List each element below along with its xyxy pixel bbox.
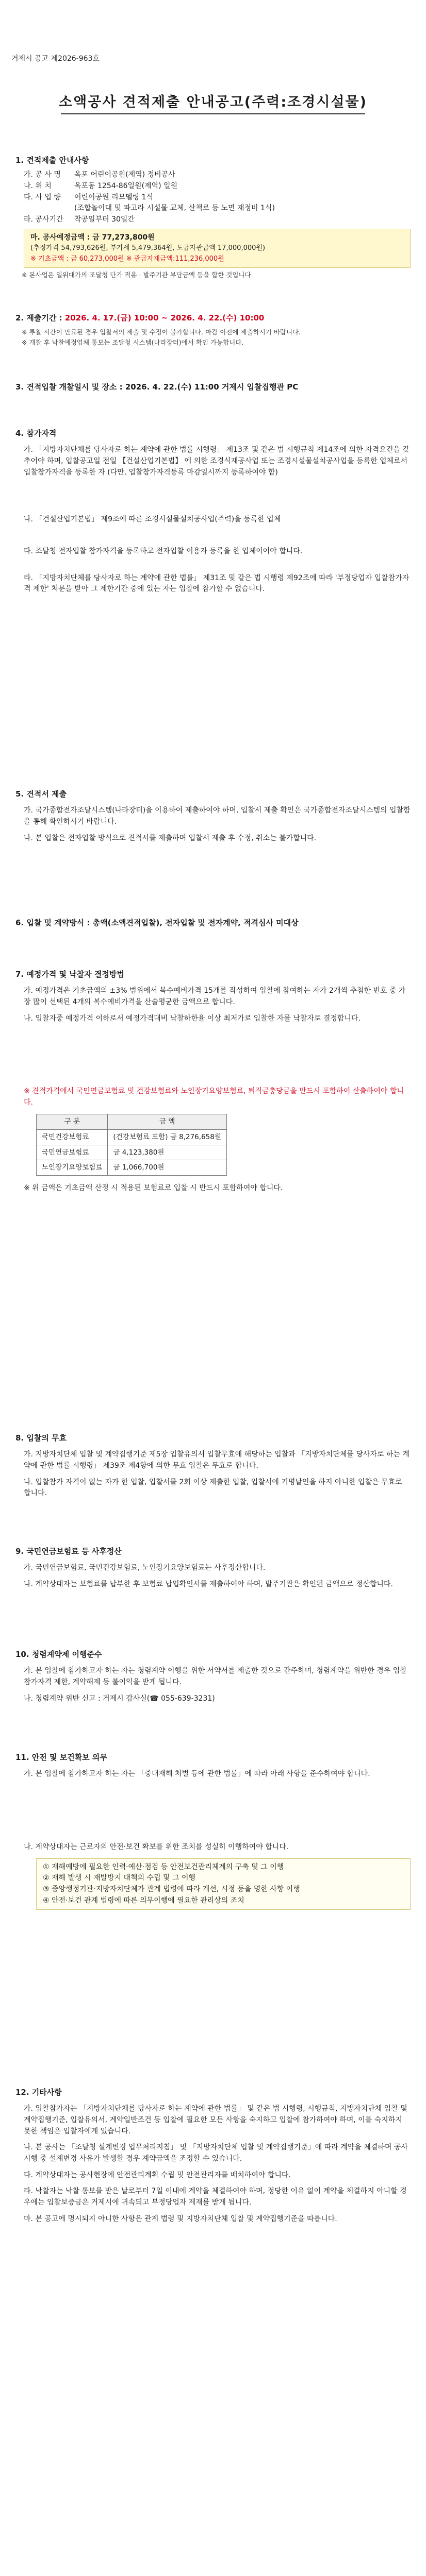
section-heading: 3. 견적입찰 개찰일시 및 장소 : 2026. 4. 22.(수) 11:00 거제시 입찰집행관 PC (15, 382, 299, 392)
section-settlement (15, 1546, 411, 1596)
section-guide (15, 155, 411, 280)
paragraph: 가. 지방자치단체 입찰 및 계약집행기준 제5장 입찰유의서 입찰무효에 해당하는 입찰과 「지방자치단체를 당사자로 하는 계약에 관한 법률 시행령」 제39조 제4항에 의한 무효 입찰은 무효로 합니다. (24, 1450, 409, 1470)
list-item: ② 재해 발생 시 재발방지 대책의 수립 및 그 이행 (43, 1874, 196, 1883)
section-heading: 2. 제출기간 (15, 313, 57, 323)
section-heading: 10. 청렴계약제 이행준수 (15, 1650, 102, 1659)
budget-line: (추정가격 54,793,626원, 부가세 5,479,364원, 도급자관급액 17,000,000원) (30, 244, 266, 252)
title-divider (61, 113, 365, 114)
info-row: 나. 위 치 옥포동 1254-86일원(제역) 일원 (24, 181, 178, 190)
section-misc (15, 2087, 411, 2230)
list-item: ① 재해예방에 필요한 인력·예산·점검 등 안전보건관리체계의 구축 및 그 이행 (43, 1862, 284, 1871)
section-price (15, 969, 411, 1199)
section-safety (15, 1752, 411, 1910)
paragraph: 다. 계약상대자는 공사현장에 안전관리계획 수립 및 안전관리자를 배치하여야 합니다. (24, 2171, 291, 2179)
paragraph: 가. 예정가격은 기초금액의 ±3% 범위에서 복수예비가격 15개를 작성하여 입찰에 참여하는 자가 2개씩 추첨한 번호 중 가장 많이 선택된 4개의 복수예비가격을 산술평균한 금액으로 합니다. (24, 987, 406, 1006)
section-period: 2. 제출기간 : 2026. 4. 17.(금) 10:00 ~ 2026. 4. 22.(수) 10:00 ※ 투찰 시간이 만료된 경우 입찰서의 제출 및 수정이 불가합니다. 마감 이전에 제출하시기 바랍니다. ※ 개찰 후 낙찰예정업체 통보는 조달청 시스템(나라장터)에서 확인 가능합니다. (15, 312, 411, 347)
period-note: ※ 투찰 시간이 만료된 경우 입찰서의 제출 및 수정이 불가합니다. 마감 이전에 제출하시기 바랍니다. (22, 328, 301, 336)
section-invalid (15, 1432, 411, 1504)
section-method (15, 917, 411, 932)
paragraph: 라. 「지방자치단체를 당사자로 하는 계약에 관한 법률」 제31조 및 같은 법 시행령 제92조에 따라 '부정당업자 입찰참가자격 제한' 처분을 받아 그 제한기간 중에 있는 자는 입찰에 참가할 수 없습니다. (24, 573, 409, 594)
table-header: 구 분 (37, 1114, 108, 1129)
section-heading: 5. 견적서 제출 (15, 789, 67, 799)
budget-label: 마. 공사예정금액 : 금 77,273,800원 (30, 233, 155, 242)
paragraph: 라. 낙찰자는 낙찰 통보를 받은 날로부터 7일 이내에 계약을 체결하여야 하며, 정당한 이유 없이 계약을 체결하지 아니할 경우에는 입찰보증금은 거제시에 귀속되고 부정당업자 제재를 받게 됩니다. (24, 2187, 407, 2207)
section-heading: 9. 국민연금보험료 등 사후정산 (15, 1547, 122, 1556)
info-row: 라. 공사기간 착공일부터 30일간 (24, 215, 135, 224)
section-submission (15, 788, 411, 849)
table-row: 국민건강보험료 (건강보험료 포함) 금 8,276,658원 (37, 1129, 227, 1145)
paragraph: 가. 본 입찰에 참가하고자 하는 자는 청렴계약 이행을 위한 서약서를 제출한 것으로 간주하며, 청렴계약을 위반한 경우 입찰참가자격 제한, 계약해제 등 불이익을 받게 됩니다. (24, 1667, 407, 1686)
paragraph: 다. 조달청 전자입찰 참가자격을 등록하고 전자입찰 이용자 등록을 한 업체이어야 합니다. (24, 547, 303, 555)
paragraph: 나. 청렴계약 위반 신고 : 거제시 감사실(☎ 055-639-3231) (24, 1694, 215, 1703)
safety-box (36, 1858, 411, 1910)
paragraph: 나. 계약상대자는 근로자의 안전·보건 확보를 위한 조치를 성실히 이행하여야 합니다. (24, 1842, 289, 1851)
insurance-table (36, 1114, 227, 1176)
paragraph: 나. 「건설산업기본법」 제9조에 따른 조경시설물설치공사업(주력)을 등록한 업체 (24, 515, 281, 524)
paragraph: 가. 국가종합전자조달시스템(나라장터)을 이용하여 제출하여야 하며, 입찰서 제출 확인은 국가종합전자조달시스템의 입찰함을 통해 확인하시기 바랍니다. (24, 806, 411, 826)
paragraph: 나. 본 공사는 「조달청 설계변경 업무처리지침」 및 「지방자치단체 입찰 및 계약집행기준」에 따라 계약을 체결하며 공사 시행 중 설계변경 사유가 발생할 경우 계약금액을 조정할 수 있습니다. (24, 2143, 408, 2163)
paragraph: ※ 위 금액은 기초금액 산정 시 적용된 보험료로 입찰 시 반드시 포함하여야 합니다. (24, 1184, 283, 1193)
list-item: ③ 중앙행정기관·지방자치단체가 관계 법령에 따라 개선, 시정 등을 명한 사항 이행 (43, 1885, 300, 1893)
section-heading: 1. 견적제출 안내사항 (15, 156, 89, 165)
info-row: 가. 공 사 명 옥포 어린이공원(제역) 정비공사 (24, 171, 175, 179)
period-note: ※ 개찰 후 낙찰예정업체 통보는 조달청 시스템(나라장터)에서 확인 가능합니다. (22, 338, 244, 346)
paragraph: 가. 입찰참가자는 「지방자치단체를 당사자로 하는 계약에 관한 법률」 및 같은 법 시행령, 시행규칙, 지방자치단체 입찰 및 계약집행기준, 입찰유의서, 계약일반조건 등 입찰에 필요한 모든 사항을 숙지하고 입찰에 참가하여야 하며, 이를 숙지하지 못한 책임은 입찰자에게 있습니다. (24, 2105, 407, 2136)
section-qualification (15, 428, 411, 600)
period-value: 2026. 4. 17.(금) 10:00 ~ 2026. 4. 22.(수) 10:00 (64, 313, 265, 323)
info-row: 다. 사 업 량 어린이공원 리모델링 1식 (24, 193, 154, 201)
paragraph: 나. 계약상대자는 보험료를 납부한 후 보험료 납입확인서를 제출하여야 하며, 발주기관은 확인된 금액으로 정산합니다. (24, 1580, 393, 1588)
budget-line: ※ 기초금액 : 금 60,273,000원 ※ 관급자재금액:111,236,000원 (30, 255, 224, 263)
paragraph: 가. 국민연금보험료, 국민건강보험료, 노인장기요양보험료는 사후정산합니다. (24, 1564, 266, 1572)
budget-box (24, 229, 411, 268)
section-heading: 8. 입찰의 무효 (15, 1433, 67, 1443)
paragraph: 나. 입찰참가 자격이 없는 자가 한 입찰, 입찰서를 2회 이상 제출한 입찰, 입찰서에 기명날인을 하지 아니한 입찰은 무효로 합니다. (24, 1478, 402, 1498)
section-heading: 4. 참가자격 (15, 429, 57, 438)
paragraph: 나. 입찰자중 예정가격 이하로서 예정가격대비 낙찰하한율 이상 최저가로 입찰한 자를 낙찰자로 결정합니다. (24, 1014, 361, 1023)
section-opening (15, 381, 411, 396)
section-heading: 12. 기타사항 (15, 2088, 62, 2097)
list-item: ④ 안전·보건 관계 법령에 따른 의무이행에 필요한 관리상의 조치 (43, 1896, 244, 1905)
table-header-row (37, 1114, 227, 1129)
table-row: 국민연금보험료 금 4,123,380원 (37, 1145, 227, 1160)
table-header: 금 액 (108, 1114, 226, 1129)
paragraph: 가. 본 입찰에 참가하고자 하는 자는 「중대재해 처벌 등에 관한 법률」에 따라 아래 사항을 준수하여야 합니다. (24, 1770, 370, 1778)
section-heading: 11. 안전 및 보건확보 의무 (15, 1753, 107, 1762)
paragraph: 마. 본 공고에 명시되지 아니한 사항은 관계 법령 및 지방자치단체 입찰 및 계약집행기준을 따릅니다. (24, 2214, 337, 2223)
info-row: (조합놀이대 및 파고라 시설물 교체, 산책로 등 노면 재정비 1식) (74, 204, 275, 213)
document-number: 거제시 공고 제2026-963호 (11, 55, 100, 63)
paragraph: 나. 본 입찰은 전자입찰 방식으로 견적서를 제출하며 입찰서 제출 후 수정, 취소는 불가합니다. (24, 834, 317, 842)
table-row: 노인장기요양보험료 금 1,066,700원 (37, 1160, 227, 1176)
paragraph: 가. 「지방자치단체를 당사자로 하는 계약에 관한 법률 시행령」 제13조 및 같은 법 시행규칙 제14조에 의한 자격요건을 갖추어야 하며, 입찰공고일 전일 【건설산업기본법】 에 의한 조경식재공사업 또는 조경시설물설치공사업을 등록한 업체로서 입찰참가자격을 등록한 자 (다만, 입찰참가자격등록 마감일시까지 등록하여야 함) (24, 446, 409, 477)
section-integrity (15, 1649, 411, 1709)
section-heading: 6. 입찰 및 계약방식 : 총액(소액견적입찰), 전자입찰 및 전자계약, 적격심사 미대상 (15, 918, 299, 927)
insurance-notice: ※ 견적가격에서 국민연금보험료 및 건강보험료와 노인장기요양보험료, 퇴직금충당금을 반드시 포함하여 산출하여야 합니다. (24, 1087, 404, 1107)
section-heading: 7. 예정가격 및 낙찰자 결정방법 (15, 970, 124, 979)
budget-note: ※ 본사업은 일위대가의 조달청 단가 적용 · 발주기관 부담금액 등을 합한 것입니다 (22, 270, 251, 279)
page-title: 소액공사 견적제출 안내공고(주력:조경시설물) (59, 94, 367, 110)
